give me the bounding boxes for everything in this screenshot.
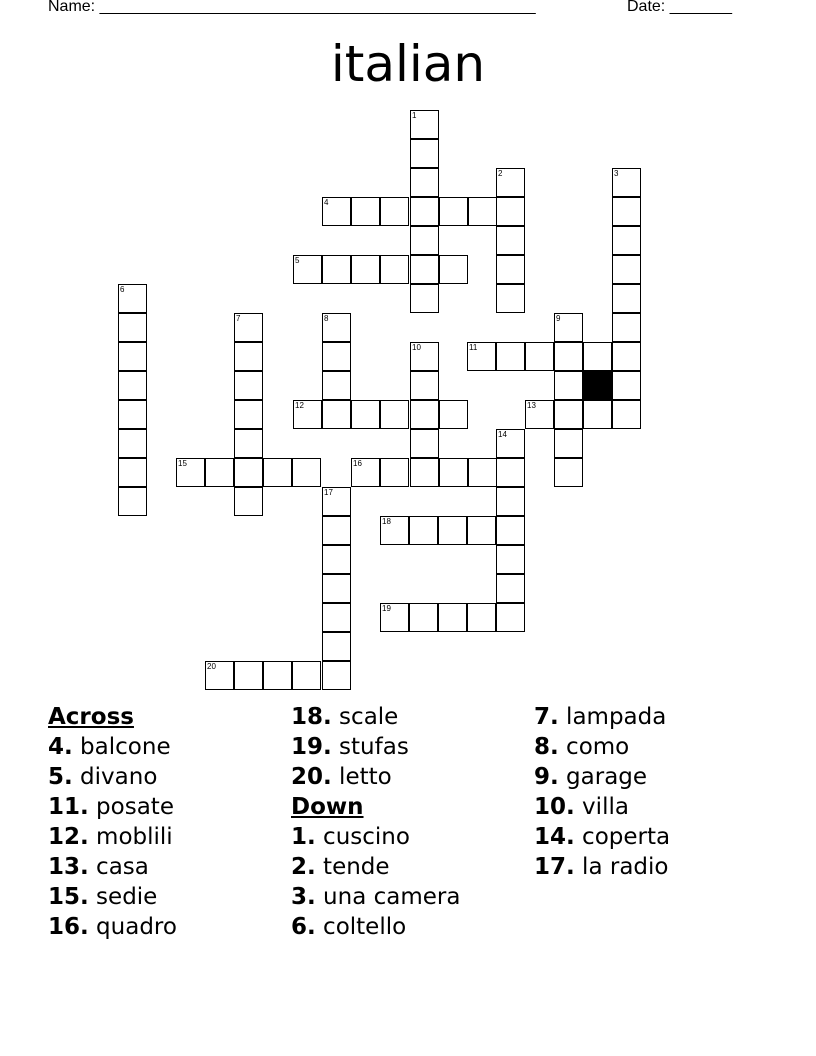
clue-item [291,852,460,882]
clue-item-text: coltello [315,914,407,940]
grid-cell[interactable] [410,255,439,284]
clue-item-number: 19. [291,734,332,760]
clue-item [48,912,177,942]
grid-cell[interactable] [410,197,439,226]
grid-cell[interactable] [410,168,439,197]
grid-cell[interactable] [118,458,147,487]
clue-item [534,762,670,792]
grid-cell[interactable] [612,226,641,255]
grid-cell[interactable] [612,371,641,400]
grid-cell[interactable] [496,284,525,313]
date-field-label: Date: _______ [627,0,732,15]
clue-item [534,702,670,732]
clue-number: 18 [382,517,391,526]
clue-number: 6 [120,285,125,294]
grid-cell[interactable] [496,429,525,458]
grid-cell[interactable] [322,487,351,516]
grid-cell[interactable] [496,574,525,603]
grid-cell[interactable] [496,255,525,284]
grid-cell[interactable] [292,458,321,487]
grid-cell[interactable] [322,574,351,603]
grid-cell[interactable] [322,255,351,284]
grid-cell[interactable] [410,458,439,487]
grid-cell[interactable] [439,197,468,226]
grid-cell[interactable] [496,516,525,545]
grid-cell[interactable] [409,516,438,545]
clue-item [48,792,177,822]
grid-cell[interactable] [205,661,234,690]
clue-number: 9 [556,314,561,323]
across-heading: Across [48,704,134,730]
clue-item [534,822,670,852]
grid-cell[interactable] [496,342,525,371]
grid-cell[interactable] [234,487,263,516]
grid-cell[interactable] [410,429,439,458]
grid-cell[interactable] [322,545,351,574]
clue-number: 19 [382,604,391,613]
grid-cell[interactable] [496,603,525,632]
clue-item-number: 13. [48,854,89,880]
clue-item-text: casa [88,854,149,880]
grid-cell[interactable] [351,400,380,429]
clue-item [48,822,177,852]
clue-number: 13 [527,401,536,410]
clue-item-number: 2. [291,854,316,880]
grid-cell[interactable] [554,342,583,371]
grid-cell[interactable] [351,255,380,284]
grid-cell[interactable] [612,284,641,313]
grid-cell[interactable] [410,226,439,255]
clue-item [291,762,460,792]
grid-cell[interactable] [322,632,351,661]
clue-number: 10 [412,343,421,352]
grid-cell[interactable] [234,661,263,690]
clue-item-number: 3. [291,884,316,910]
clue-item-number: 14. [534,824,575,850]
clue-number: 4 [324,198,329,207]
grid-cell[interactable] [380,400,409,429]
grid-cell[interactable] [468,458,497,487]
clue-item-number: 1. [291,824,316,850]
grid-cell[interactable] [293,255,322,284]
grid-cell[interactable] [438,516,467,545]
grid-cell[interactable] [496,168,525,197]
grid-cell[interactable] [612,168,641,197]
clue-column-2 [291,702,460,942]
grid-cell[interactable] [322,400,351,429]
down-clue-list-continued [534,702,670,882]
clue-number: 14 [498,430,507,439]
clue-item [48,882,177,912]
clue-item-text: villa [574,794,629,820]
grid-cell[interactable] [118,429,147,458]
grid-cell[interactable] [322,371,351,400]
grid-cell[interactable] [322,342,351,371]
grid-cell[interactable] [496,458,525,487]
grid-cell[interactable] [554,400,583,429]
down-heading: Down [291,794,364,820]
grid-cell[interactable] [380,197,409,226]
clue-number: 3 [614,169,619,178]
clue-item [48,732,177,762]
clue-item [291,882,460,912]
grid-cell[interactable] [410,139,439,168]
grid-cell[interactable] [380,458,409,487]
grid-cell[interactable] [496,197,525,226]
grid-cell[interactable] [438,603,467,632]
clue-item-text: stufas [331,734,409,760]
grid-cell[interactable] [118,342,147,371]
clue-item-text: tende [315,854,390,880]
clue-item-number: 10. [534,794,575,820]
clue-item-text: balcone [72,734,171,760]
grid-cell[interactable] [525,400,554,429]
grid-cell[interactable] [554,458,583,487]
clue-item-number: 6. [291,914,316,940]
clue-item-text: coperta [574,824,671,850]
across-clue-list [48,732,177,942]
grid-cell[interactable] [612,197,641,226]
clue-number: 1 [412,111,417,120]
clue-item-number: 5. [48,764,73,790]
grid-cell[interactable] [496,487,525,516]
grid-cell[interactable] [439,400,468,429]
clue-item [291,732,460,762]
grid-cell[interactable] [612,400,641,429]
grid-cell[interactable] [351,458,380,487]
grid-cell[interactable] [351,197,380,226]
grid-cell[interactable] [612,313,641,342]
grid-cell[interactable] [583,400,612,429]
clue-item-text: divano [72,764,158,790]
clue-item [534,732,670,762]
grid-cell[interactable] [467,342,496,371]
grid-cell[interactable] [468,197,497,226]
clue-item-text: posate [88,794,174,820]
grid-cell[interactable] [467,603,496,632]
clue-item-text: la radio [574,854,669,880]
clue-item [48,852,177,882]
clue-item-text: cuscino [315,824,410,850]
grid-cell[interactable] [525,342,554,371]
clue-number: 8 [324,314,329,323]
clue-item-number: 18. [291,704,332,730]
clue-number: 20 [207,662,216,671]
clue-number: 2 [498,169,503,178]
grid-cell[interactable] [205,458,234,487]
grid-cell[interactable] [118,400,147,429]
clue-number: 11 [469,343,478,352]
clue-number: 12 [295,401,304,410]
clue-item [291,822,460,852]
grid-cell[interactable] [322,661,351,690]
grid-cell[interactable] [496,545,525,574]
clue-item-text: scale [331,704,399,730]
grid-cell[interactable] [380,255,409,284]
clue-item-text: una camera [315,884,461,910]
grid-cell[interactable] [176,458,205,487]
grid-cell[interactable] [554,313,583,342]
clue-item-text: como [558,734,630,760]
grid-cell[interactable] [234,400,263,429]
clue-item-number: 8. [534,734,559,760]
grid-cell[interactable] [322,313,351,342]
clue-item-text: letto [331,764,392,790]
grid-cell[interactable] [322,516,351,545]
grid-cell[interactable] [118,371,147,400]
clue-item [48,762,177,792]
black-cell [583,371,612,400]
grid-cell[interactable] [410,284,439,313]
grid-cell[interactable] [322,603,351,632]
clue-item-number: 15. [48,884,89,910]
clue-number: 15 [178,459,187,468]
grid-cell[interactable] [292,661,321,690]
grid-cell[interactable] [234,371,263,400]
grid-cell[interactable] [612,255,641,284]
grid-cell[interactable] [263,458,292,487]
grid-cell[interactable] [234,342,263,371]
grid-cell[interactable] [467,516,496,545]
clue-item-number: 12. [48,824,89,850]
clue-item-text: quadro [88,914,177,940]
across-clue-list-continued [291,702,460,792]
grid-cell[interactable] [234,313,263,342]
grid-cell[interactable] [554,429,583,458]
clue-item [291,702,460,732]
clue-item-number: 17. [534,854,575,880]
clue-item-text: lampada [558,704,667,730]
grid-cell[interactable] [409,603,438,632]
clue-item [291,912,460,942]
grid-cell[interactable] [439,255,468,284]
clue-item-text: garage [558,764,648,790]
grid-cell[interactable] [410,371,439,400]
grid-cell[interactable] [410,400,439,429]
grid-cell[interactable] [496,226,525,255]
page-title: italian [330,35,486,93]
clue-column-3 [534,702,670,882]
grid-cell[interactable] [293,400,322,429]
clue-column-1 [48,702,177,942]
grid-cell[interactable] [263,661,292,690]
clue-item-number: 9. [534,764,559,790]
grid-cell[interactable] [410,342,439,371]
clue-item-number: 16. [48,914,89,940]
grid-cell[interactable] [118,284,147,313]
clue-number: 5 [295,256,300,265]
clue-item-number: 7. [534,704,559,730]
clue-item-text: sedie [88,884,158,910]
grid-cell[interactable] [583,342,612,371]
grid-cell[interactable] [234,458,263,487]
grid-cell[interactable] [410,110,439,139]
grid-cell[interactable] [322,197,351,226]
grid-cell[interactable] [612,342,641,371]
clue-item [534,852,670,882]
grid-cell[interactable] [234,429,263,458]
clue-number: 17 [324,488,333,497]
grid-cell[interactable] [380,516,409,545]
clue-item-number: 20. [291,764,332,790]
grid-cell[interactable] [439,458,468,487]
clue-item-number: 11. [48,794,89,820]
grid-cell[interactable] [118,313,147,342]
grid-cell[interactable] [380,603,409,632]
clue-number: 16 [353,459,362,468]
name-field-label: Name: _________________________________________________ [48,0,536,15]
clue-number: 7 [236,314,241,323]
clue-item [534,792,670,822]
grid-cell[interactable] [118,487,147,516]
grid-cell[interactable] [554,371,583,400]
clue-item-text: moblili [88,824,173,850]
clue-item-number: 4. [48,734,73,760]
down-clue-list [291,822,460,942]
